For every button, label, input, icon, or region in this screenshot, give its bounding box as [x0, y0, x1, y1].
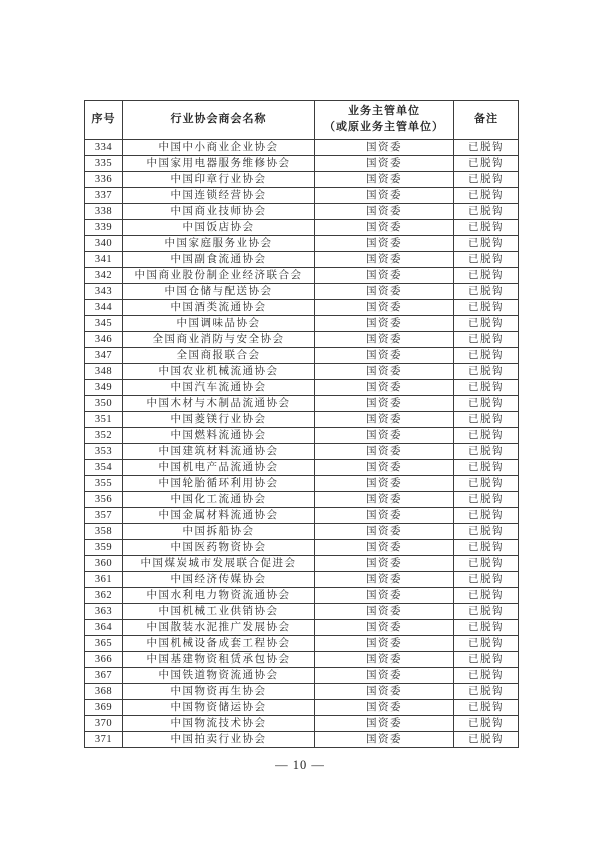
association-name-cell: 中国汽车流通协会: [123, 380, 315, 396]
association-name-cell: 中国物资储运协会: [123, 700, 315, 716]
table-row: [85, 204, 519, 220]
remark-cell: 已脱钩: [454, 284, 519, 300]
supervising-unit-cell: 国资委: [315, 156, 454, 172]
supervising-unit-cell: 国资委: [315, 492, 454, 508]
supervising-unit-cell: 国资委: [315, 284, 454, 300]
serial-number-cell: 341: [85, 252, 123, 268]
remark-cell: 已脱钩: [454, 332, 519, 348]
association-name-cell: 中国金属材料流通协会: [123, 508, 315, 524]
remark-cell: 已脱钩: [454, 204, 519, 220]
serial-number-cell: 362: [85, 588, 123, 604]
serial-number-cell: 355: [85, 476, 123, 492]
table-row: [85, 620, 519, 636]
supervising-unit-cell: 国资委: [315, 188, 454, 204]
table-row: [85, 652, 519, 668]
serial-number-cell: 337: [85, 188, 123, 204]
association-name-cell: 中国物资再生协会: [123, 684, 315, 700]
association-name-cell: 中国医药物资协会: [123, 540, 315, 556]
supervising-unit-cell: 国资委: [315, 652, 454, 668]
table-header-row: [85, 101, 519, 140]
serial-number-cell: 342: [85, 268, 123, 284]
supervising-unit-cell: 国资委: [315, 412, 454, 428]
serial-number-cell: 340: [85, 236, 123, 252]
serial-number-cell: 356: [85, 492, 123, 508]
serial-number-cell: 350: [85, 396, 123, 412]
supervising-unit-cell: 国资委: [315, 364, 454, 380]
supervising-unit-cell: 国资委: [315, 300, 454, 316]
association-table: [84, 100, 519, 748]
association-name-cell: 中国机电产品流通协会: [123, 460, 315, 476]
association-name-cell: 中国家用电器服务维修协会: [123, 156, 315, 172]
serial-number-cell: 347: [85, 348, 123, 364]
serial-number-cell: 365: [85, 636, 123, 652]
table-row: [85, 492, 519, 508]
table-row: [85, 316, 519, 332]
header-supervising-unit-line1: 业务主管单位: [348, 105, 420, 118]
remark-cell: 已脱钩: [454, 140, 519, 156]
remark-cell: 已脱钩: [454, 684, 519, 700]
table-row: [85, 524, 519, 540]
association-name-cell: 中国商业技师协会: [123, 204, 315, 220]
serial-number-cell: 349: [85, 380, 123, 396]
serial-number-cell: 351: [85, 412, 123, 428]
supervising-unit-cell: 国资委: [315, 380, 454, 396]
supervising-unit-cell: 国资委: [315, 588, 454, 604]
remark-cell: 已脱钩: [454, 156, 519, 172]
table-row: [85, 188, 519, 204]
serial-number-cell: 338: [85, 204, 123, 220]
serial-number-cell: 344: [85, 300, 123, 316]
association-name-cell: 中国物流技术协会: [123, 716, 315, 732]
association-name-cell: 中国铁道物资流通协会: [123, 668, 315, 684]
table-row: [85, 156, 519, 172]
association-name-cell: 中国酒类流通协会: [123, 300, 315, 316]
supervising-unit-cell: 国资委: [315, 684, 454, 700]
serial-number-cell: 364: [85, 620, 123, 636]
association-name-cell: 中国农业机械流通协会: [123, 364, 315, 380]
header-serial-number: 序号: [85, 101, 123, 140]
table-row: [85, 220, 519, 236]
association-name-cell: 全国商业消防与安全协会: [123, 332, 315, 348]
serial-number-cell: 368: [85, 684, 123, 700]
remark-cell: 已脱钩: [454, 492, 519, 508]
table-row: [85, 668, 519, 684]
header-association-name: 行业协会商会名称: [123, 101, 315, 140]
table-row: [85, 476, 519, 492]
table-row: [85, 172, 519, 188]
table-row: [85, 460, 519, 476]
supervising-unit-cell: 国资委: [315, 668, 454, 684]
association-name-cell: 中国仓储与配送协会: [123, 284, 315, 300]
remark-cell: 已脱钩: [454, 364, 519, 380]
supervising-unit-cell: 国资委: [315, 396, 454, 412]
serial-number-cell: 336: [85, 172, 123, 188]
association-name-cell: 中国水利电力物资流通协会: [123, 588, 315, 604]
remark-cell: 已脱钩: [454, 236, 519, 252]
table-row: [85, 556, 519, 572]
association-name-cell: 中国机械设备成套工程协会: [123, 636, 315, 652]
serial-number-cell: 370: [85, 716, 123, 732]
table-row: [85, 700, 519, 716]
association-name-cell: 中国连锁经营协会: [123, 188, 315, 204]
supervising-unit-cell: 国资委: [315, 172, 454, 188]
remark-cell: 已脱钩: [454, 300, 519, 316]
supervising-unit-cell: 国资委: [315, 636, 454, 652]
table-row: [85, 508, 519, 524]
supervising-unit-cell: 国资委: [315, 428, 454, 444]
serial-number-cell: 361: [85, 572, 123, 588]
table-row: [85, 252, 519, 268]
serial-number-cell: 346: [85, 332, 123, 348]
serial-number-cell: 366: [85, 652, 123, 668]
remark-cell: 已脱钩: [454, 732, 519, 748]
remark-cell: 已脱钩: [454, 620, 519, 636]
table-row: [85, 716, 519, 732]
serial-number-cell: 335: [85, 156, 123, 172]
association-name-cell: 中国菱镁行业协会: [123, 412, 315, 428]
table-row: [85, 444, 519, 460]
remark-cell: 已脱钩: [454, 380, 519, 396]
supervising-unit-cell: 国资委: [315, 460, 454, 476]
association-name-cell: 中国拍卖行业协会: [123, 732, 315, 748]
remark-cell: 已脱钩: [454, 572, 519, 588]
table-row: [85, 236, 519, 252]
association-name-cell: 中国化工流通协会: [123, 492, 315, 508]
association-name-cell: 中国印章行业协会: [123, 172, 315, 188]
association-name-cell: 中国饭店协会: [123, 220, 315, 236]
remark-cell: 已脱钩: [454, 636, 519, 652]
association-name-cell: 中国机械工业供销协会: [123, 604, 315, 620]
association-name-cell: 中国经济传媒协会: [123, 572, 315, 588]
association-name-cell: 中国拆船协会: [123, 524, 315, 540]
serial-number-cell: 360: [85, 556, 123, 572]
remark-cell: 已脱钩: [454, 540, 519, 556]
remark-cell: 已脱钩: [454, 588, 519, 604]
table-row: [85, 732, 519, 748]
supervising-unit-cell: 国资委: [315, 204, 454, 220]
remark-cell: 已脱钩: [454, 508, 519, 524]
table-row: [85, 380, 519, 396]
serial-number-cell: 334: [85, 140, 123, 156]
association-name-cell: 中国副食流通协会: [123, 252, 315, 268]
table-row: [85, 268, 519, 284]
remark-cell: 已脱钩: [454, 428, 519, 444]
supervising-unit-cell: 国资委: [315, 700, 454, 716]
supervising-unit-cell: 国资委: [315, 604, 454, 620]
serial-number-cell: 359: [85, 540, 123, 556]
table-row: [85, 588, 519, 604]
table-row: [85, 140, 519, 156]
table-row: [85, 332, 519, 348]
table-row: [85, 300, 519, 316]
remark-cell: 已脱钩: [454, 700, 519, 716]
supervising-unit-cell: 国资委: [315, 316, 454, 332]
supervising-unit-cell: 国资委: [315, 332, 454, 348]
supervising-unit-cell: 国资委: [315, 444, 454, 460]
association-name-cell: 中国家庭服务业协会: [123, 236, 315, 252]
table-row: [85, 412, 519, 428]
association-name-cell: 中国建筑材料流通协会: [123, 444, 315, 460]
supervising-unit-cell: 国资委: [315, 220, 454, 236]
table-row: [85, 684, 519, 700]
table-row: [85, 364, 519, 380]
supervising-unit-cell: 国资委: [315, 556, 454, 572]
remark-cell: 已脱钩: [454, 412, 519, 428]
supervising-unit-cell: 国资委: [315, 508, 454, 524]
supervising-unit-cell: 国资委: [315, 620, 454, 636]
serial-number-cell: 353: [85, 444, 123, 460]
remark-cell: 已脱钩: [454, 252, 519, 268]
supervising-unit-cell: 国资委: [315, 732, 454, 748]
serial-number-cell: 345: [85, 316, 123, 332]
association-name-cell: 中国基建物资租赁承包协会: [123, 652, 315, 668]
remark-cell: 已脱钩: [454, 316, 519, 332]
supervising-unit-cell: 国资委: [315, 540, 454, 556]
remark-cell: 已脱钩: [454, 524, 519, 540]
header-supervising-unit-line2: （或原业务主管单位）: [324, 121, 444, 133]
serial-number-cell: 363: [85, 604, 123, 620]
header-supervising-unit: [315, 101, 454, 140]
table-row: [85, 396, 519, 412]
remark-cell: 已脱钩: [454, 556, 519, 572]
remark-cell: 已脱钩: [454, 604, 519, 620]
table-row: [85, 428, 519, 444]
table-row: [85, 348, 519, 364]
remark-cell: 已脱钩: [454, 172, 519, 188]
serial-number-cell: 369: [85, 700, 123, 716]
serial-number-cell: 367: [85, 668, 123, 684]
serial-number-cell: 339: [85, 220, 123, 236]
association-name-cell: 中国商业股份制企业经济联合会: [123, 268, 315, 284]
supervising-unit-cell: 国资委: [315, 572, 454, 588]
serial-number-cell: 371: [85, 732, 123, 748]
association-name-cell: 中国中小商业企业协会: [123, 140, 315, 156]
supervising-unit-cell: 国资委: [315, 476, 454, 492]
association-name-cell: 中国燃料流通协会: [123, 428, 315, 444]
supervising-unit-cell: 国资委: [315, 268, 454, 284]
remark-cell: 已脱钩: [454, 348, 519, 364]
association-name-cell: 中国调味品协会: [123, 316, 315, 332]
header-remark: 备注: [454, 101, 519, 140]
remark-cell: 已脱钩: [454, 668, 519, 684]
table-row: [85, 604, 519, 620]
remark-cell: 已脱钩: [454, 652, 519, 668]
serial-number-cell: 354: [85, 460, 123, 476]
supervising-unit-cell: 国资委: [315, 252, 454, 268]
association-name-cell: 中国木材与木制品流通协会: [123, 396, 315, 412]
remark-cell: 已脱钩: [454, 188, 519, 204]
serial-number-cell: 348: [85, 364, 123, 380]
association-name-cell: 中国轮胎循环利用协会: [123, 476, 315, 492]
remark-cell: 已脱钩: [454, 268, 519, 284]
remark-cell: 已脱钩: [454, 444, 519, 460]
remark-cell: 已脱钩: [454, 220, 519, 236]
association-name-cell: 中国煤炭城市发展联合促进会: [123, 556, 315, 572]
remark-cell: 已脱钩: [454, 396, 519, 412]
serial-number-cell: 352: [85, 428, 123, 444]
serial-number-cell: 357: [85, 508, 123, 524]
supervising-unit-cell: 国资委: [315, 524, 454, 540]
supervising-unit-cell: 国资委: [315, 140, 454, 156]
table-row: [85, 540, 519, 556]
remark-cell: 已脱钩: [454, 716, 519, 732]
supervising-unit-cell: 国资委: [315, 716, 454, 732]
page-number: — 10 —: [275, 758, 325, 772]
remark-cell: 已脱钩: [454, 460, 519, 476]
table-row: [85, 284, 519, 300]
serial-number-cell: 343: [85, 284, 123, 300]
table-body: [85, 140, 519, 748]
association-name-cell: 中国散装水泥推广发展协会: [123, 620, 315, 636]
association-name-cell: 全国商报联合会: [123, 348, 315, 364]
supervising-unit-cell: 国资委: [315, 348, 454, 364]
serial-number-cell: 358: [85, 524, 123, 540]
supervising-unit-cell: 国资委: [315, 236, 454, 252]
remark-cell: 已脱钩: [454, 476, 519, 492]
table-row: [85, 572, 519, 588]
table-row: [85, 636, 519, 652]
